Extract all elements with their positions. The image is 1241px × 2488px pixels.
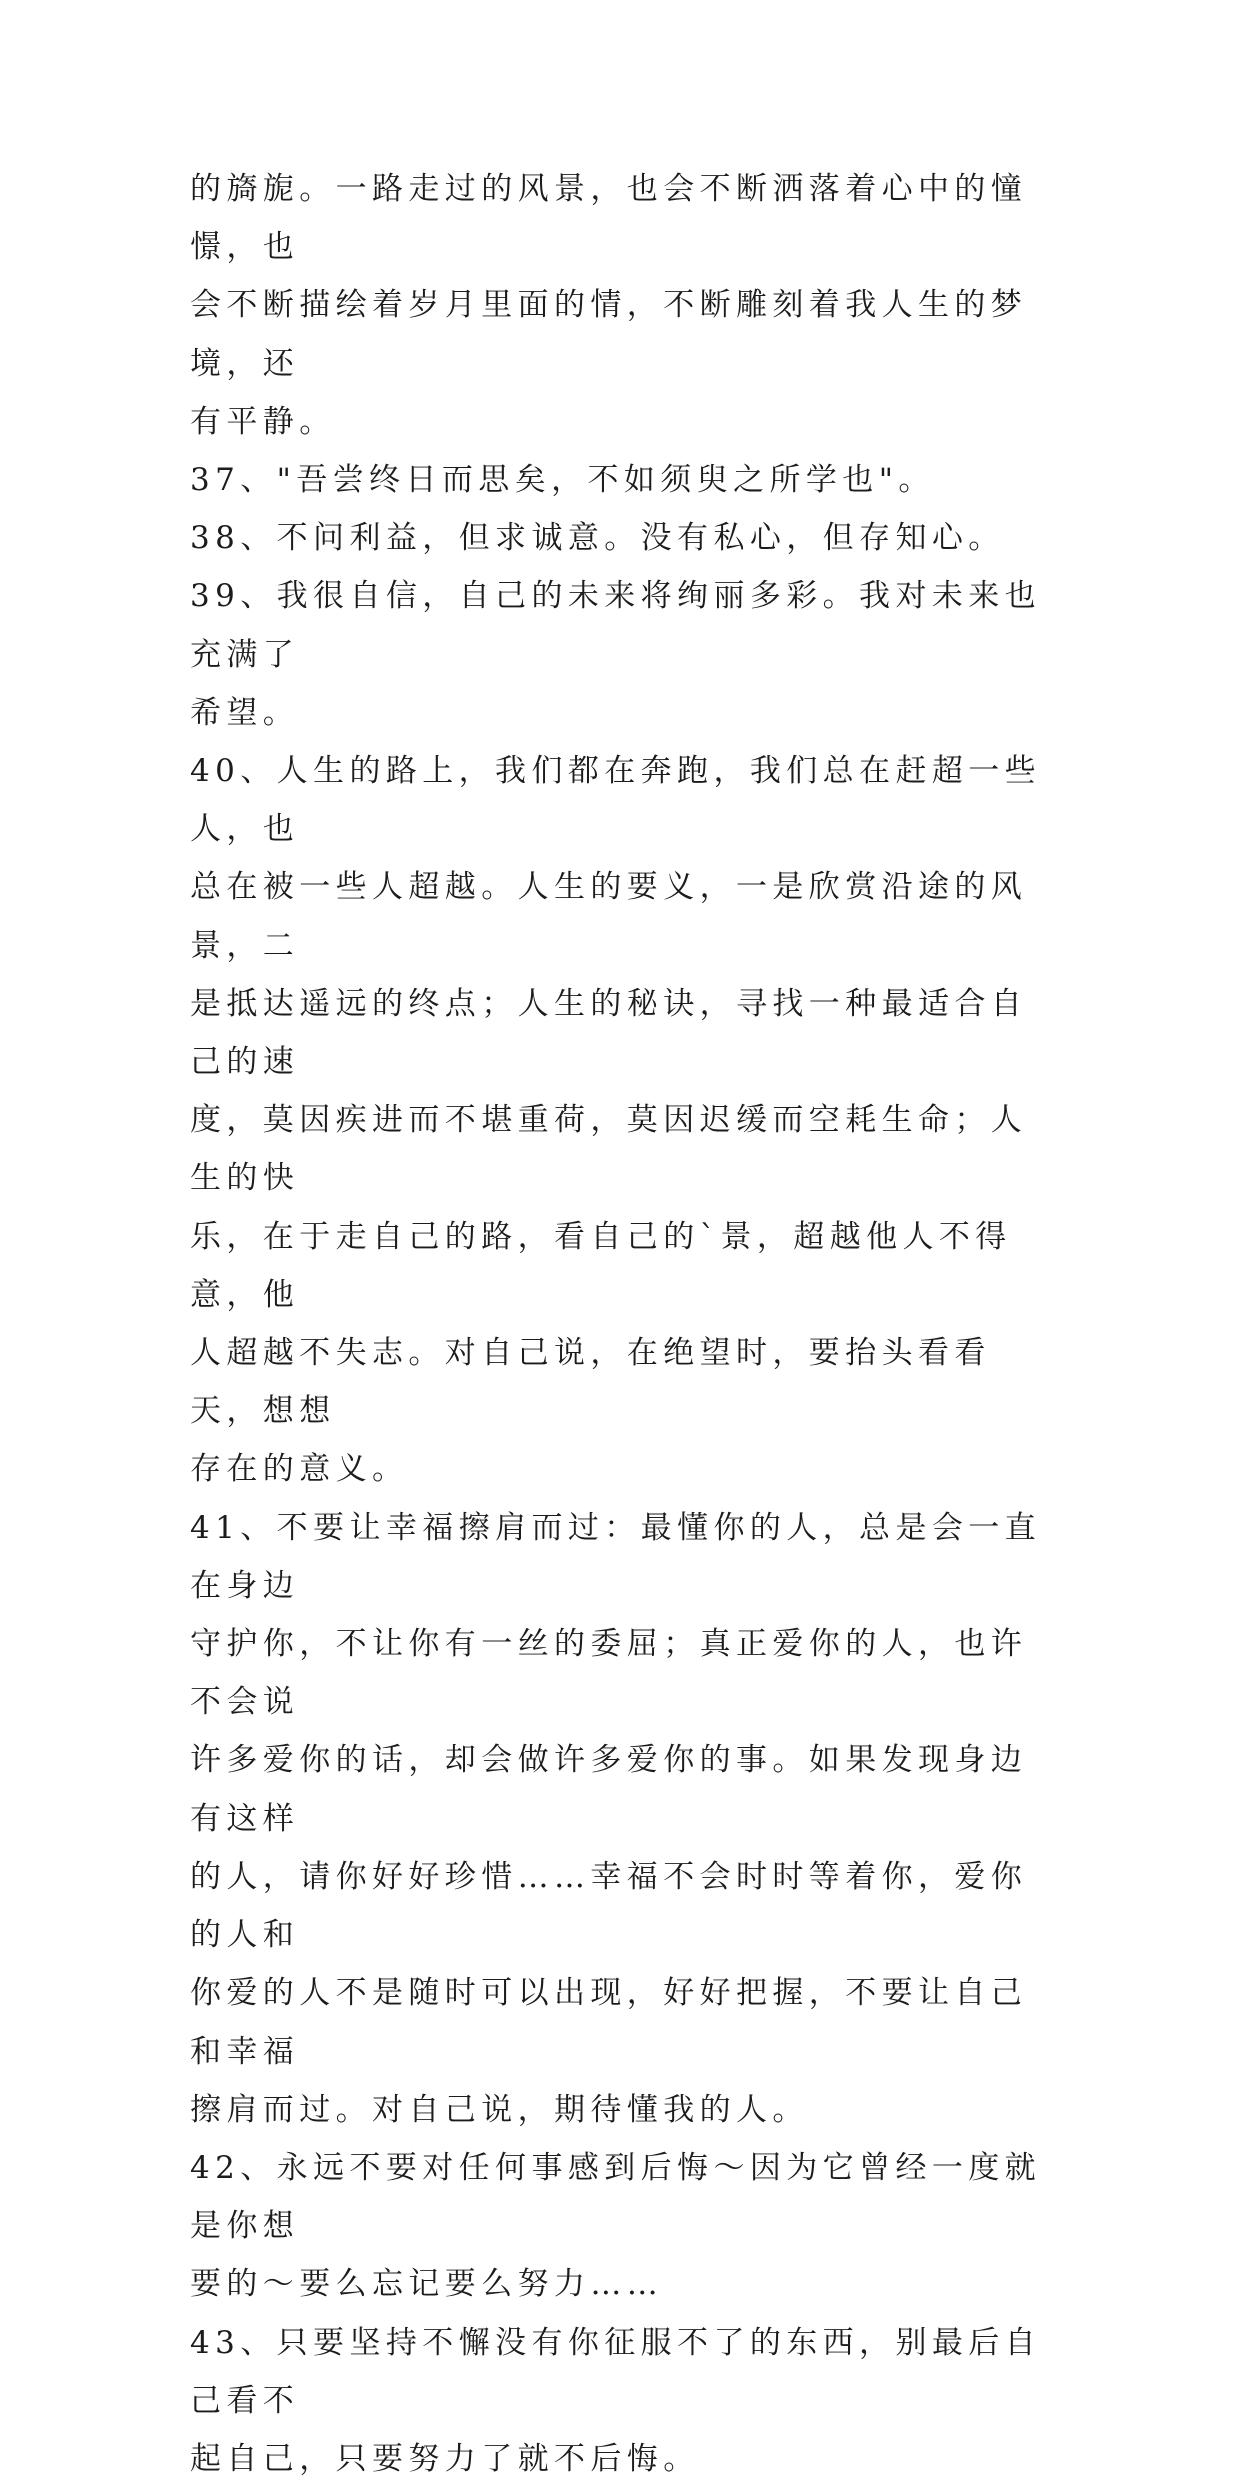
paragraph-40: 40、人生的路上，我们都在奔跑，我们总在赶超一些人，也 总在被一些人超越。人生的要义，一是欣赏沿途的风景，二 是抵达遥远的终点；人生的秘诀，寻找一种最适合自己的速 度，莫因疾进而不堪重荷，莫因迟缓而空耗生命；人生的快 乐，在于走自己的路，看自己的`景，超越他人不得意，他 人超越不失志。对自己说，在绝望时，要抬头看看天，想想 存在的意义。: [190, 753, 1042, 1488]
paragraph-39: 39、我很自信，自己的未来将绚丽多彩。我对未来也充满了 希望。: [190, 578, 1042, 731]
document-body: [190, 160, 1060, 2488]
paragraph-continuation: 的旖旎。一路走过的风景，也会不断洒落着心中的憧憬，也 会不断描绘着岁月里面的情，不断雕刻着我人生的梦境，还 有平静。: [190, 171, 1028, 440]
paragraph-42: 42、永远不要对任何事感到后悔～因为它曾经一度就是你想 要的～要么忘记要么努力……: [190, 2149, 1042, 2303]
paragraph-38: 38、不问利益，但求诚意。没有私心，但存知心。: [190, 520, 1005, 557]
paragraph-37: 37、"吾尝终日而思矣，不如须臾之所学也"。: [190, 462, 935, 499]
paragraph-41: 41、不要让幸福擦肩而过：最懂你的人，总是会一直在身边 守护你，不让你有一丝的委屈；真正爱你的人，也许不会说 许多爱你的话，却会做许多爱你的事。如果发现身边有这样 的人，请你好好珍惜……幸福不会时时等着你，爱你的人和 你爱的人不是随时可以出现，好好把握，不要让自己和幸福 擦肩而过。对自己说，期待懂我的人。: [190, 1509, 1042, 2128]
paragraph-43: 43、只要坚持不懈没有你征服不了的东西，别最后自己看不 起自己，只要努力了就不后悔。: [190, 2324, 1042, 2477]
